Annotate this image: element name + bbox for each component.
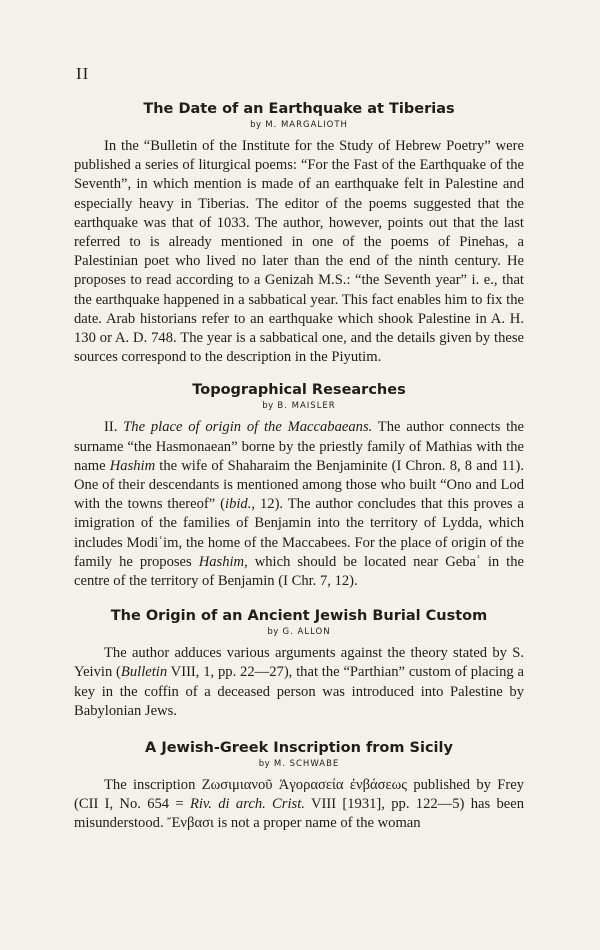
author-name: B. MAISLER: [277, 401, 336, 412]
byline-prefix: by: [262, 401, 274, 412]
article-body: In the “Bulletin of the Institute for the Study of Hebrew Poetry” were published a series of liturgical poems: “For the Fast of the Earthquake of the Seventh”, in which mention is made of an earthquake felt in Palestine and especially heavy in Tiberias. The editor of the poems suggested that the earthquake was that of 1033. The author, however, points out that the last referred to is already mentioned in one of the poems of Pinehas, a Palestinian poet who lived no later than the end of the ninth century. He proposes to read according to a Genizah M.S.: “the Seventh year” i. e., that the earthquake happened in a sabbatical year. This fact enables him to fix the date. Arab historians refer to an earthquake which shook Palestine in A. H. 130 or A. D. 748. The year is a sabbatical one, and the details given by these sources correspond to the description in the Piyutim.: [74, 138, 524, 366]
byline: [74, 627, 524, 638]
article-greek-inscription: [74, 739, 524, 834]
italic-ref: Bulletin: [120, 664, 168, 681]
italic-name: Hashim,: [198, 553, 248, 570]
article-title: The Date of an Earthquake at Tiberias: [143, 101, 455, 117]
body-segment: The inscription Ζωσιμιανοῦ Ἀγορασεία ἐνβάσεως published by Frey (CII I, No. 654 =: [74, 777, 524, 813]
body-segment: which should be located near Gebaʿ in the centre of the territory of Benjamin (I Chr. 7, 12).: [74, 553, 524, 590]
byline: [74, 759, 524, 770]
body-segment: VIII [1931], pp. 122—5) has been misunderstood. Ἔνβασι is not a proper name of the woman: [74, 796, 525, 832]
byline-prefix: by: [267, 627, 279, 638]
page-number: II: [76, 64, 90, 83]
author-name: M. MARGALIOTH: [265, 120, 348, 130]
byline-prefix: by: [250, 120, 262, 130]
page-content: [74, 100, 524, 834]
article-burial-custom: [74, 607, 524, 721]
body-segment: the wife of Shaharaim the Benjaminite (I Chron. 8, 8 and 11). One of their descendants is mentioned among those who built “Ono and Lod with the towns thereof” (: [74, 457, 524, 513]
article-title: A Jewish-Greek Inscription from Sicily: [145, 740, 453, 757]
article-title: Topographical Researches: [192, 382, 406, 399]
article-title: The Origin of an Ancient Jewish Burial Custom: [110, 608, 488, 625]
article-earthquake: [74, 100, 524, 367]
italic-ref: ibid.: [225, 496, 252, 513]
article-topographical: [74, 381, 524, 591]
article-body: [74, 776, 524, 834]
section-number: II.: [104, 419, 118, 436]
author-name: G. ALLON: [282, 627, 331, 638]
body-segment: VIII, 1, pp. 22—27), that the “Parthian” custom of placing a key in the coffin of a deceased person was introduced into Palestine by Babylonian Jews.: [74, 664, 524, 719]
italic-name: Hashim: [109, 457, 156, 474]
article-body: [74, 418, 524, 591]
body-segment: The author connects the surname “the Hasmonaean” borne by the priestly family of Mathias with the name: [74, 419, 525, 474]
article-body: [74, 644, 524, 721]
italic-ref: Riv. di arch. Crist.: [189, 796, 305, 813]
author-name: M. SCHWABE: [273, 759, 340, 770]
byline: [74, 401, 524, 412]
byline-prefix: by: [258, 759, 271, 770]
body-segment: , 12). The author concludes that this proves a imigration of the families of Benjamin into the territory of Lydda, which includes Modiʿim, the home of the Maccabees. For the place of origin of the family he proposes: [74, 496, 524, 570]
italic-heading: The place of origin of the Maccabaeans.: [123, 419, 373, 436]
byline: [74, 120, 524, 131]
body-segment: The author adduces various arguments against the theory stated by S. Yeivin (: [74, 645, 524, 681]
